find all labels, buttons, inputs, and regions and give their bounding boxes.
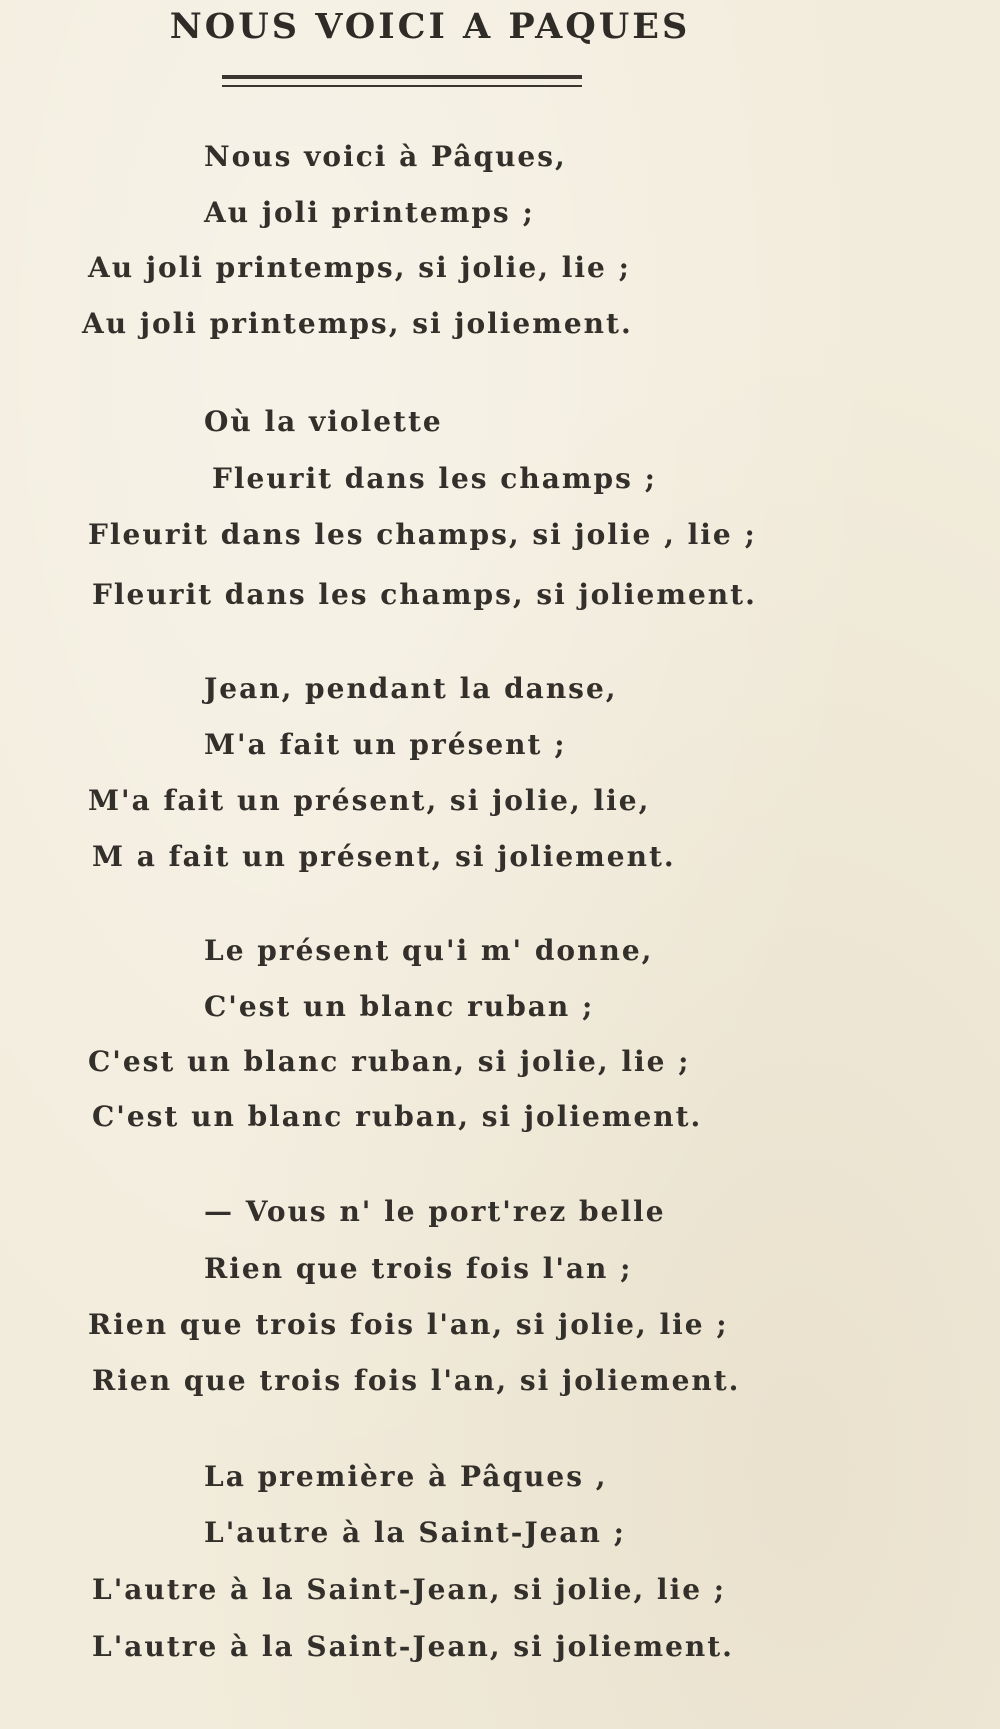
stanza-4-line-2: C'est un blanc ruban ; <box>204 990 595 1023</box>
stanza-2-line-1: Où la violette <box>204 405 443 438</box>
stanza-5-line-1: — Vous n' le port'rez belle <box>204 1195 666 1228</box>
stanza-3-line-3: M'a fait un présent, si jolie, lie, <box>88 784 651 817</box>
title-divider <box>222 75 582 87</box>
stanza-1-line-4: Au joli printemps, si joliement. <box>82 307 633 340</box>
stanza-4-line-1: Le présent qu'i m' donne, <box>204 934 654 967</box>
stanza-1-line-1: Nous voici à Pâques, <box>204 140 567 173</box>
stanza-6-line-1: La première à Pâques , <box>204 1460 608 1493</box>
stanza-3-line-1: Jean, pendant la danse, <box>204 672 618 705</box>
stanza-1-line-3: Au joli printemps, si jolie, lie ; <box>88 251 631 284</box>
stanza-6-line-4: L'autre à la Saint-Jean, si joliement. <box>92 1630 734 1663</box>
stanza-5-line-3: Rien que trois fois l'an, si jolie, lie ; <box>88 1308 729 1341</box>
stanza-3-line-2: M'a fait un présent ; <box>204 728 567 761</box>
stanza-2-line-2: Fleurit dans les champs ; <box>212 462 657 495</box>
stanza-4-line-4: C'est un blanc ruban, si joliement. <box>92 1100 703 1133</box>
stanza-2-line-4: Fleurit dans les champs, si joliement. <box>92 578 757 611</box>
stanza-5-line-2: Rien que trois fois l'an ; <box>204 1252 633 1285</box>
stanza-6-line-2: L'autre à la Saint-Jean ; <box>204 1516 626 1549</box>
stanza-5-line-4: Rien que trois fois l'an, si joliement. <box>92 1364 741 1397</box>
stanza-2-line-3: Fleurit dans les champs, si jolie , lie ; <box>88 518 757 551</box>
stanza-6-line-3: L'autre à la Saint-Jean, si jolie, lie ; <box>92 1573 727 1606</box>
song-title: NOUS VOICI A PAQUES <box>169 6 691 47</box>
stanza-4-line-3: C'est un blanc ruban, si jolie, lie ; <box>88 1045 691 1078</box>
stanza-1-line-2: Au joli printemps ; <box>204 196 535 229</box>
stanza-3-line-4: M a fait un présent, si joliement. <box>92 840 676 873</box>
